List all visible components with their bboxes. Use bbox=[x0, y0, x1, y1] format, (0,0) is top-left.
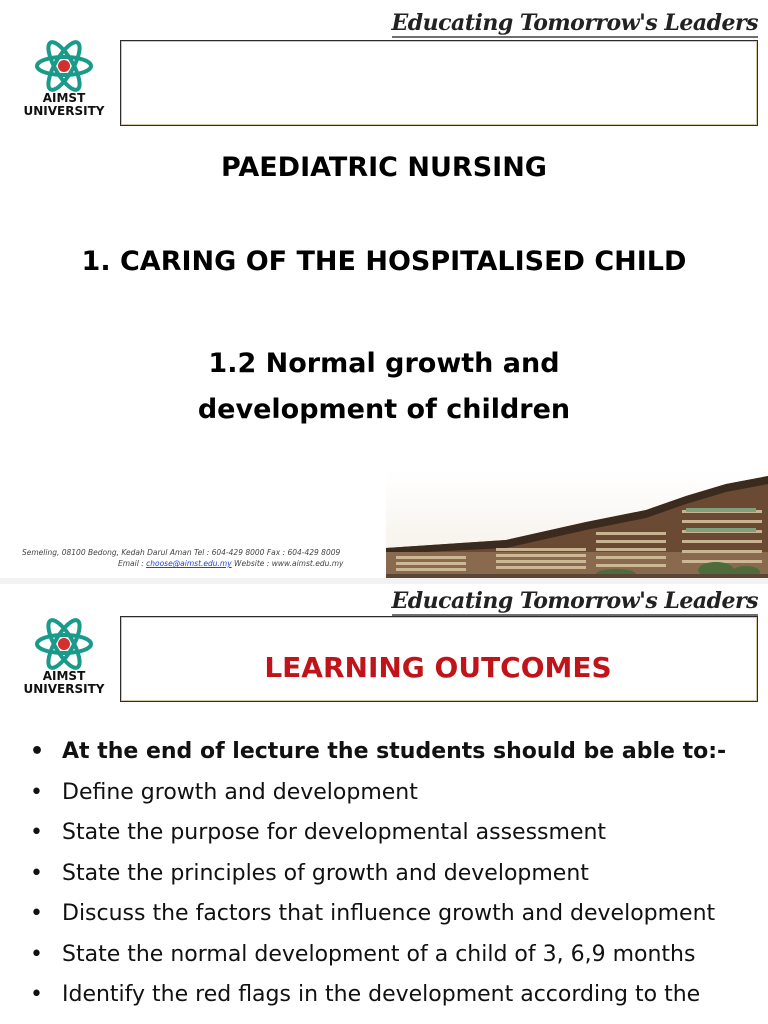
tagline: Educating Tomorrow's Leaders bbox=[391, 588, 758, 614]
campus-building-image bbox=[386, 470, 768, 578]
list-item: • Define growth and development bbox=[30, 773, 760, 814]
footer-address: Semeling, 08100 Bedong, Kedah Darul Aman Tel : 604-429 8000 Fax : 604-429 8009 bbox=[22, 548, 341, 557]
list-item: • State the purpose for developmental assessment bbox=[30, 813, 760, 854]
footer-email-link[interactable]: choose@aimst.edu.my bbox=[146, 559, 232, 568]
tagline: Educating Tomorrow's Leaders bbox=[391, 10, 758, 36]
header-box bbox=[120, 40, 758, 126]
logo-text-aimst: AIMST bbox=[42, 669, 86, 683]
learning-outcomes-slide bbox=[0, 584, 768, 1024]
list-item: • State the principles of growth and development bbox=[30, 854, 760, 895]
list-item: • State the normal development of a child of 3, 6,9 months bbox=[30, 935, 760, 976]
list-item: • Discuss the factors that influence growth and development bbox=[30, 894, 760, 935]
footer-email-label: Email : bbox=[118, 559, 147, 568]
aimst-logo bbox=[14, 618, 114, 696]
atom-icon bbox=[33, 618, 95, 670]
learning-outcomes-list bbox=[30, 732, 760, 1016]
topic-title-line1: 1.2 Normal growth and bbox=[208, 348, 560, 379]
course-title: PAEDIATRIC NURSING bbox=[221, 152, 547, 183]
list-item: • Identify the red flags in the development according to the bbox=[30, 975, 760, 1016]
list-item: • At the end of lecture the students should be able to:- bbox=[30, 732, 760, 773]
aimst-logo bbox=[14, 40, 114, 118]
footer-website: Website : www.aimst.edu.my bbox=[231, 559, 344, 568]
logo-text-aimst: AIMST bbox=[42, 91, 86, 105]
atom-icon bbox=[33, 40, 95, 92]
topic-title-line2: development of children bbox=[197, 394, 571, 425]
logo-text-university: UNIVERSITY bbox=[23, 682, 105, 696]
unit-title: 1. CARING OF THE HOSPITALISED CHILD bbox=[81, 246, 687, 277]
learning-outcomes-heading: LEARNING OUTCOMES bbox=[264, 651, 612, 684]
footer-contact bbox=[22, 547, 343, 569]
logo-text-university: UNIVERSITY bbox=[23, 104, 105, 118]
